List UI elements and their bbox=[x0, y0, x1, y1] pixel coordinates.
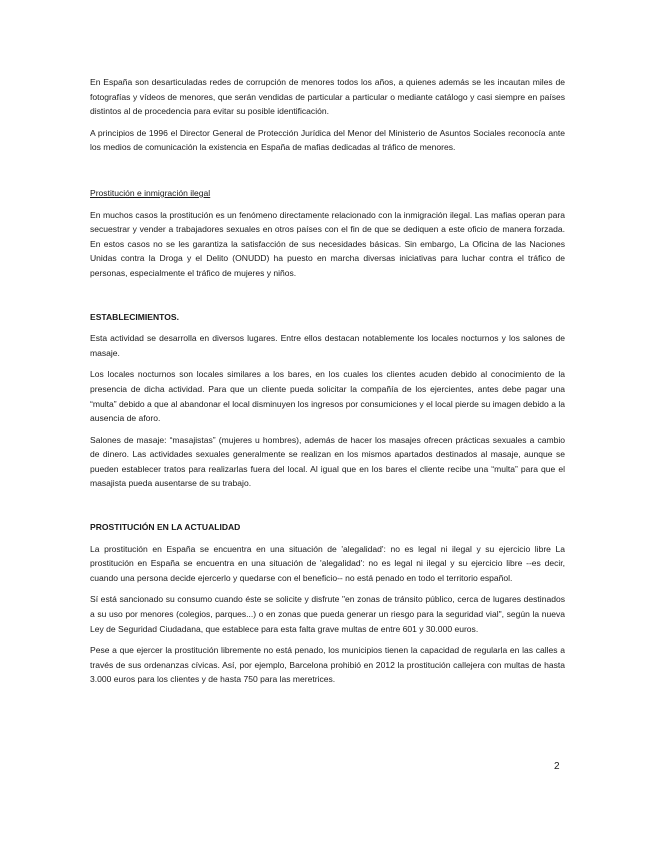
section-heading-actualidad: PROSTITUCIÓN EN LA ACTUALIDAD bbox=[90, 522, 241, 533]
section-heading-establecimientos: ESTABLECIMIENTOS. bbox=[90, 311, 179, 322]
paragraph-salones-masaje: Salones de masaje: “masajistas” (mujeres u hombres), además de hacer los masajes ofrecen prácticas sexuales a cambio de dinero. Las actividades sexuales generalmente se realizan en los mismos apartados destinados al masaje, aunque se pueden establecer tratos para realizarlas fuera del local. Al igual que en los bares el cliente recibe una “multa” para que el masajista pueda ausentarse de su trabajo. bbox=[90, 434, 565, 489]
paragraph-director-general: A principios de 1996 el Director General de Protección Jurídica del Menor del Ministerio de Asuntos Sociales reconocía ante los medios de comunicación la existencia en España de mafias dedicadas al tráfico de menores. bbox=[90, 127, 565, 153]
paragraph-alegalidad: La prostitución en España se encuentra en una situación de 'alegalidad': no es legal ni ilegal y su ejercicio libre La prostitución en España se encuentra en una situación de 'alegalidad': no es legal ni ilegal y su ejercicio libre --es decir, cuando una persona decide ejercerlo y quedarse con el beneficio-- no está penado en todo el territorio español. bbox=[90, 543, 565, 583]
paragraph-municipios: Pese a que ejercer la prostitución libremente no está penado, los municipios tienen la capacidad de regularla en las calles a través de sus ordenanzas cívicas. Así, por ejemplo, Barcelona prohibió en 2012 la prostitución callejera con multas de hasta 3.000 euros para los clientes y de hasta 750 para las meretrices. bbox=[90, 645, 565, 685]
paragraph-locales-nocturnos: Los locales nocturnos son locales similares a los bares, en los cuales los clientes acuden debido al conocimiento de la presencia de dicha actividad. Para que un cliente pueda solicitar la compañía de los ejercientes, antes debe pagar una “multa” debido a que al abandonar el local disminuyen los ingresos por consumiciones y el local pierde su imagen debido a la ausencia de aforo. bbox=[90, 369, 565, 424]
paragraph-sancion-consumo: Sí está sancionado su consumo cuando éste se solicite y disfrute "en zonas de tránsito público, cerca de lugares destinados a su uso por menores (colegios, parques...) o en zonas que pueda generar un riesgo para la seguridad vial", según la nueva Ley de Seguridad Ciudadana, que establece para esta falta grave multas de entre 601 y 30.000 euros. bbox=[90, 594, 565, 634]
paragraph-establecimientos-intro: Esta actividad se desarrolla en diversos lugares. Entre ellos destacan notablemente los locales nocturnos y los salones de masaje. bbox=[90, 333, 565, 358]
document-body bbox=[90, 75, 565, 687]
paragraph-redes-corrupcion: En España son desarticuladas redes de corrupción de menores todos los años, a quienes además se les incautan miles de fotografías y vídeos de menores, que serán vendidas de particular a particular o mediante catálogo y casi siempre en países distintos al de procedencia para evitar su posible identificación. bbox=[90, 77, 565, 117]
paragraph-inmigracion: En muchos casos la prostitución es un fenómeno directamente relacionado con la inmigración ilegal. Las mafias operan para secuestrar y vender a trabajadores sexuales en otros países con el fin de que se dediquen a este oficio de manera forzada. En estos casos no se les garantiza la satisfacción de sus necesidades básicas. Sin embargo, La Oficina de las Naciones Unidas contra la Droga y el Delito (ONUDD) ha puesto en marcha diversas iniciativas para luchar contra el tráfico de personas, especialmente el tráfico de mujeres y niños. bbox=[90, 209, 565, 278]
page-number: 2 bbox=[554, 761, 560, 772]
section-heading-inmigracion: Prostitución e inmigración ilegal bbox=[90, 187, 211, 198]
